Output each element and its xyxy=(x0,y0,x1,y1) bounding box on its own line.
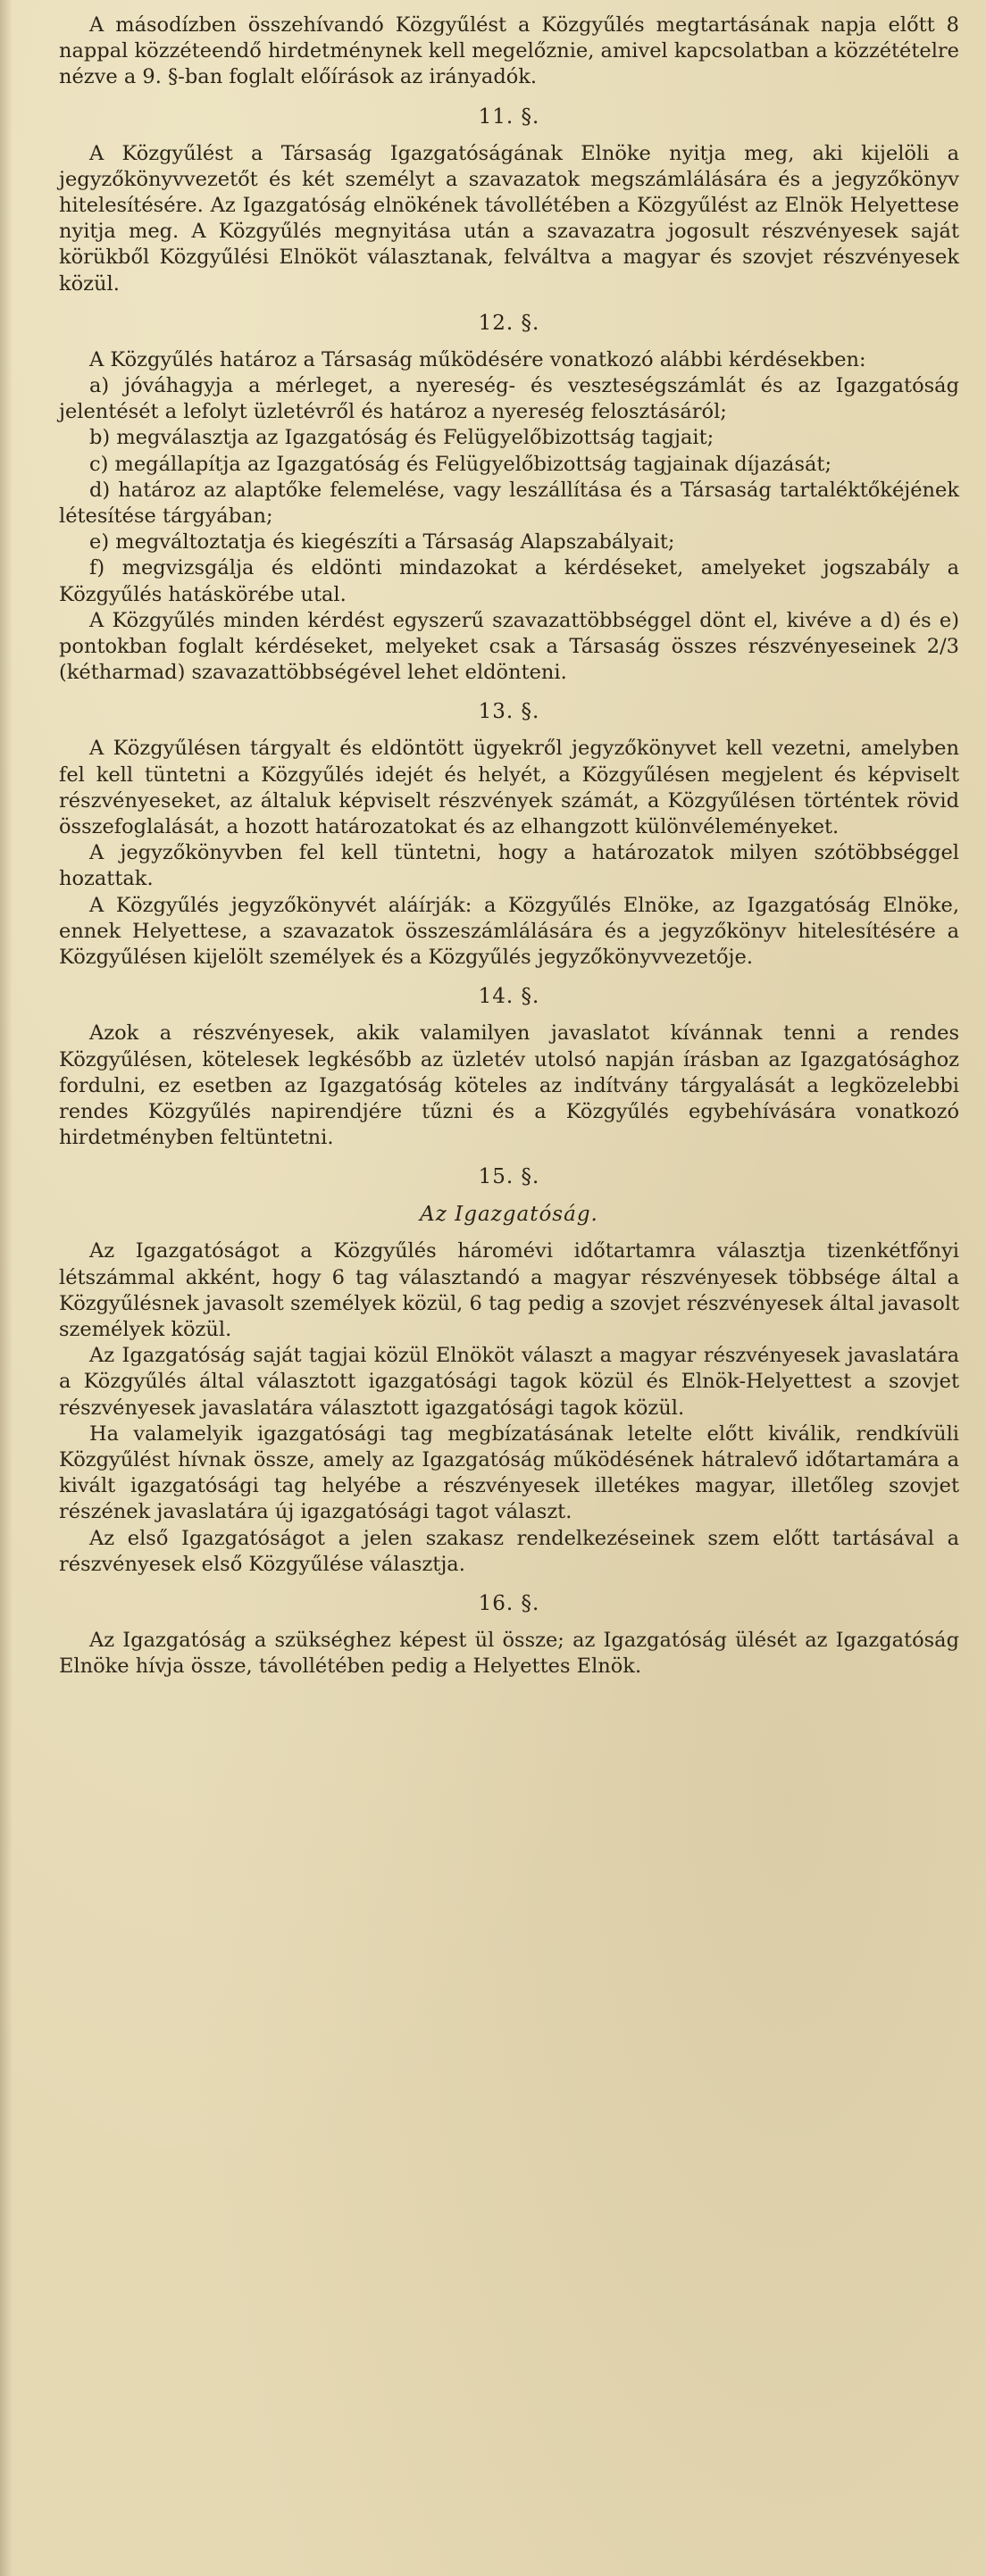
paragraph: a) jóváhagyja a mérleget, a nyereség- és veszteségszámlát és az Igazgatóság jelentését a lefolyt üzletévről és határoz a nyereség felosztásáról; xyxy=(59,374,959,424)
paragraph: Az Igazgatóságot a Közgyűlés háromévi időtartamra választja tizenkétfőnyi létszámmal akként, hogy 6 tag választandó a magyar részvényesek többsége által a Közgyűlésnek javasolt személyek közül, 6 tag pedig a szovjet részvényesek által javasolt személyek közül. xyxy=(59,1239,959,1341)
section-subheading: Az Igazgatóság. xyxy=(420,1203,598,1227)
paragraph: Ha valamelyik igazgatósági tag megbízatásának letelte előtt kiválik, rendkívüli Közgyűlést hívnak össze, amely az Igazgatóság működésének hátralevő időtartamára a kivált igazgatósági tag helyébe a részvényesek illetékes magyar, illetőleg szovjet részének javaslatára új igazgatósági tagot választ. xyxy=(59,1421,959,1524)
paragraph: Azok a részvényesek, akik valamilyen javaslatot kívánnak tenni a rendes Közgyűlésen, kötelesek legkésőbb az üzletév utolsó napján írásban az Igazgatósághoz fordulni, ez esetben az Igazgatóság köteles az indítvány tárgyalását a legközelebbi rendes Közgyűlés napirendjére tűzni és a Közgyűlés egybehívására vonatkozó hirdetményben feltüntetni. xyxy=(59,1021,959,1150)
paragraph: A Közgyűlés minden kérdést egyszerű szavazattöbbséggel dönt el, kivéve a d) és e) pontokban foglalt kérdéseket, melyeket csak a Társaság összes részvényeseinek 2/3 (kétharmad) szavazattöbbségével lehet eldönteni. xyxy=(59,608,959,685)
section-heading: 12. §. xyxy=(478,311,540,335)
section-heading: 15. §. xyxy=(478,1165,540,1189)
paragraph: Az Igazgatóság saját tagjai közül Elnököt választ a magyar részvényesek javaslatára a Közgyűlés által választott igazgatósági tagok közül és Elnök-Helyettest a szovjet részvényesek javaslatára választott igazgatósági tagok közül. xyxy=(59,1344,959,1420)
paragraph: b) megválasztja az Igazgatóság és Felügyelőbizottság tagjait; xyxy=(89,426,714,450)
paragraph: A másodízben összehívandó Közgyűlést a Közgyűlés megtartásának napja előtt 8 nappal közzéteendő hirdetménynek kell megelőznie, amivel kapcsolatban a közzétételre nézve a 9. §-ban foglalt előírások az irányadók. xyxy=(59,13,959,89)
paragraph: A Közgyűlés jegyzőkönyvét aláírják: a Közgyűlés Elnöke, az Igazgatóság Elnöke, ennek Helyettese, a szavazatok összeszámlálására és a jegyzőkönyv hitelesítésére a Közgyűlésen kijelölt személyek és a Közgyűlés jegyzőkönyvvezetője. xyxy=(59,893,959,970)
paragraph: Az Igazgatóság a szükséghez képest ül össze; az Igazgatóság ülését az Igazgatóság Elnöke hívja össze, távollétében pedig a Helyettes Elnök. xyxy=(59,1628,959,1679)
section-heading: 14. §. xyxy=(478,985,540,1009)
paragraph: d) határoz az alaptőke felemelése, vagy leszállítása és a Társaság tartaléktőkéjének létesítése tárgyában; xyxy=(59,478,959,529)
section-heading: 13. §. xyxy=(478,700,540,724)
document-body xyxy=(59,13,959,1680)
scan-shadow-edge xyxy=(0,0,13,2576)
paragraph: Az első Igazgatóságot a jelen szakasz rendelkezéseinek szem előtt tartásával a részvényesek első Közgyűlése választja. xyxy=(59,1526,959,1576)
paragraph: e) megváltoztatja és kiegészíti a Társaság Alapszabályait; xyxy=(89,530,675,554)
paragraph: A Közgyűlésen tárgyalt és eldöntött ügyekről jegyzőkönyvet kell vezetni, amelyben fel kell tüntetni a Közgyűlés idejét és helyét, a Közgyűlésen megjelent és képviselt részvényeseket, az általuk képviselt részvények számát, a Közgyűlésen történtek rövid összefoglalását, a hozott határozatokat és az elhangzott különvéleményeket. xyxy=(59,737,959,839)
paragraph: f) megvizsgálja és eldönti mindazokat a kérdéseket, amelyeket jogszabály a Közgyűlés hatáskörébe utal. xyxy=(59,556,959,606)
section-heading: 11. §. xyxy=(478,104,540,129)
section-heading: 16. §. xyxy=(478,1591,540,1615)
paragraph: A Közgyűlés határoz a Társaság működésére vonatkozó alábbi kérdésekben: xyxy=(89,347,866,371)
paragraph: A Közgyűlést a Társaság Igazgatóságának Elnöke nyitja meg, aki kijelöli a jegyzőkönyvvezetőt és két személyt a szavazatok megszámlálására és a jegyzőkönyv hitelesítésére. Az Igazgatóság elnökének távollétében a Közgyűlést az Elnök Helyettese nyitja meg. A Közgyűlés megnyitása után a szavazatra jogosult részvényesek saját körükből Közgyűlési Elnököt választanak, felváltva a magyar és szovjet részvényesek közül. xyxy=(59,141,959,296)
paragraph: A jegyzőkönyvben fel kell tüntetni, hogy a határozatok milyen szótöbbséggel hozattak. xyxy=(59,841,959,891)
paragraph: c) megállapítja az Igazgatóság és Felügyelőbizottság tagjainak díjazását; xyxy=(89,452,832,476)
